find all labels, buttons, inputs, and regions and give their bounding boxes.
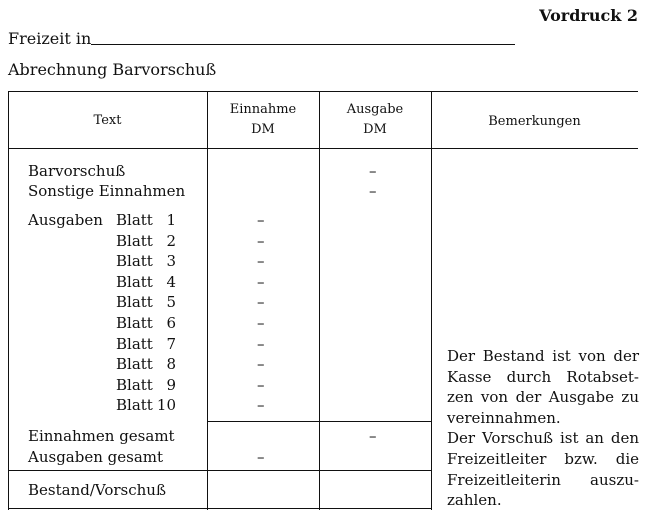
blatt-label: Blatt: [116, 396, 153, 415]
blatt-number: 4: [166, 272, 176, 291]
form-number: Vordruck 2: [539, 6, 638, 25]
einnahme-dash-blatt: –: [257, 396, 265, 415]
einnahme-dash-blatt: –: [257, 293, 265, 312]
blatt-label: Blatt: [116, 314, 153, 332]
blatt-label: Blatt: [116, 334, 153, 353]
remark-line: Freizeitleiterin auszu-: [447, 470, 639, 489]
remark-line: zen von der Ausgabe zu: [447, 388, 639, 407]
row-barvorschuss: Barvorschuß: [28, 162, 126, 180]
table-border-left: [8, 91, 9, 510]
remark-line: Der Vorschuß ist an den: [447, 429, 639, 448]
header-divider: [8, 148, 638, 149]
freizeit-label: Freizeit in: [8, 29, 92, 48]
ausgabe-dash-einnahmen-gesamt: –: [369, 427, 377, 445]
blatt-number: 9: [166, 375, 176, 394]
einnahme-dash-blatt: –: [257, 375, 265, 394]
remark-text: [447, 346, 639, 511]
row-bestand-vorschuss: Bestand/Vorschuß: [28, 481, 166, 499]
einnahme-dash-blatt: –: [257, 334, 265, 353]
blatt-label: Blatt: [116, 231, 153, 250]
blatt-number: 1: [166, 211, 176, 229]
blatt-number: 10: [156, 396, 176, 415]
blatt-number: 5: [166, 293, 176, 312]
blatt-label: Blatt: [116, 252, 153, 271]
column-divider-einnahme: [207, 91, 208, 510]
blatt-label: Blatt: [116, 211, 153, 229]
table-border-bottom: [8, 508, 431, 509]
blatt-number: 2: [166, 231, 176, 250]
bestand-divider: [8, 470, 431, 471]
einnahme-dash-ausgaben-gesamt: –: [257, 448, 265, 466]
header-einnahme: [207, 100, 319, 140]
blatt-number: 7: [166, 334, 176, 353]
einnahme-dash-blatt: –: [257, 211, 265, 229]
row-ausgaben-gesamt: Ausgaben gesamt: [28, 448, 164, 466]
freizeit-fill-line[interactable]: [91, 44, 515, 45]
header-ausgabe: [319, 100, 431, 140]
blatt-label: Blatt: [116, 375, 153, 394]
remark-line: vereinnahmen.: [447, 408, 561, 427]
row-einnahmen-gesamt: Einnahmen gesamt: [28, 427, 175, 445]
header-ausgabe-label: Ausgabe: [346, 102, 404, 117]
einnahme-dash-blatt: –: [257, 272, 265, 291]
einnahme-dash-blatt: –: [257, 252, 265, 271]
blatt-label: Blatt: [116, 293, 153, 312]
remark-line: Kasse durch Rotabset-: [447, 367, 639, 386]
remark-line: Der Bestand ist von der: [447, 347, 639, 365]
einnahme-dash-blatt: –: [257, 314, 265, 332]
remark-line: Freizeitleiter bzw. die: [447, 449, 639, 468]
blatt-number: 8: [166, 355, 176, 374]
header-ausgabe-unit: DM: [363, 122, 387, 137]
blatt-label: Blatt: [116, 272, 153, 291]
header-einnahme-label: Einnahme: [229, 102, 297, 117]
ausgabe-dash-sonstige: –: [369, 182, 377, 200]
header-einnahme-unit: DM: [251, 122, 275, 137]
einnahme-dash-blatt: –: [257, 231, 265, 250]
header-text: Text: [93, 113, 122, 128]
remark-line: zahlen.: [447, 491, 502, 510]
form-subtitle: Abrechnung Barvorschuß: [8, 60, 217, 79]
blatt-number: 6: [166, 314, 176, 332]
einnahme-dash-blatt: –: [257, 355, 265, 374]
row-ausgaben: Ausgaben: [28, 211, 103, 229]
row-sonstige-einnahmen: Sonstige Einnahmen: [28, 182, 186, 200]
table-border-top: [8, 91, 638, 92]
blatt-number: 3: [166, 252, 176, 271]
header-bemerkungen: Bemerkungen: [488, 114, 581, 129]
column-divider-ausgabe: [319, 91, 320, 510]
column-divider-bemerkungen: [431, 91, 432, 510]
ausgabe-dash-barvorschuss: –: [369, 162, 377, 180]
blatt-label: Blatt: [116, 355, 153, 374]
totals-divider: [207, 421, 431, 422]
